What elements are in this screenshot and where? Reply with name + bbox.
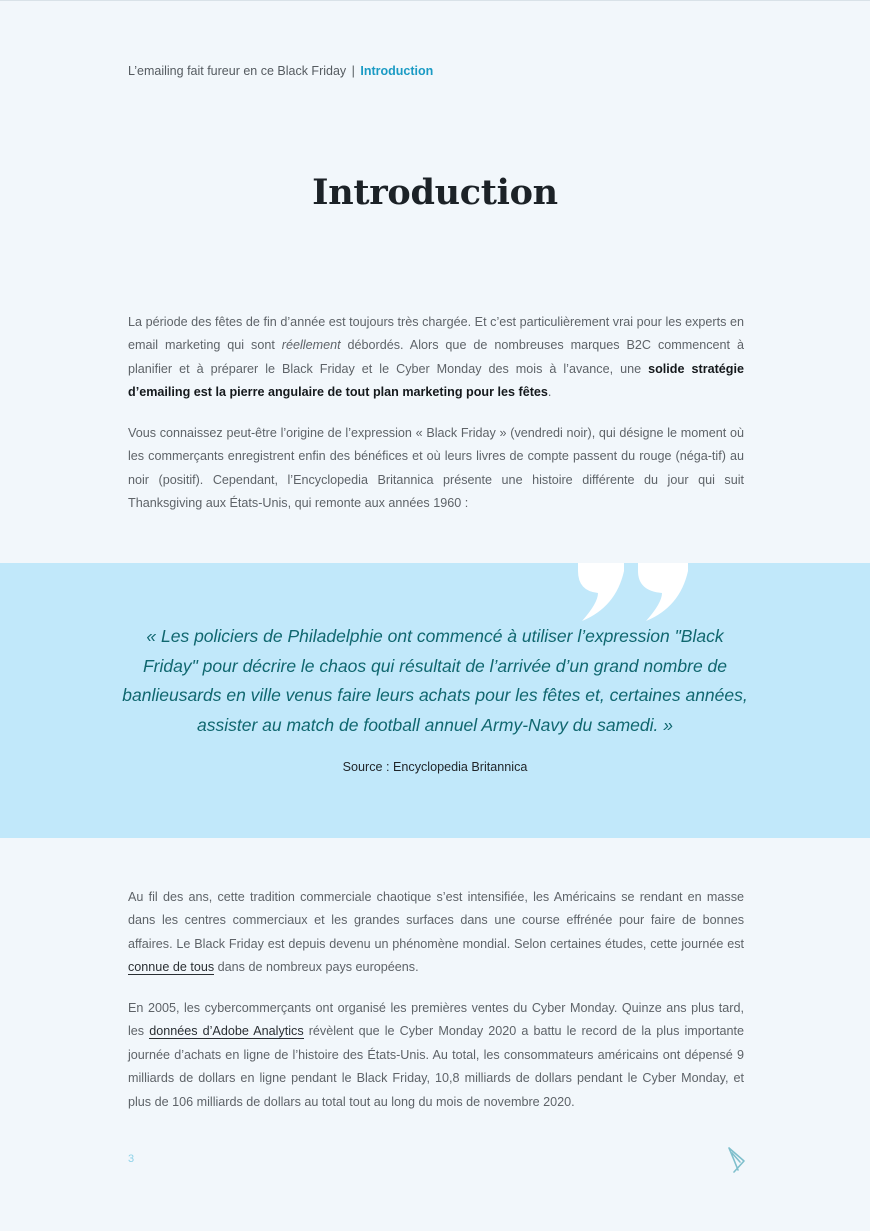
intro-paragraph-1 bbox=[128, 311, 744, 405]
body-paragraph-4 bbox=[128, 997, 744, 1114]
adobe-analytics-link[interactable]: données d’Adobe Analytics bbox=[149, 1024, 304, 1039]
intro-p1-strong: solide stratégie d’emailing est la pierre angulaire de tout plan marketing pour les fêtes bbox=[128, 361, 744, 400]
page-top-border bbox=[0, 0, 870, 1]
body-p3-text-b: dans de nombreux pays européens. bbox=[214, 960, 419, 975]
body-p4-text-b: révèlent que le Cyber Monday 2020 a battu le record de la plus importante journée d’achats en ligne de l’histoire des États-Unis. Au total, les consommateurs américains ont dépensé 9 milliards de dollars en ligne pendant le Black Friday, 10,8 milliards de dollars pendant le Cyber Monday, et plus de 106 milliards de dollars au total tout au long du mois de novembre 2020. bbox=[128, 1024, 744, 1109]
brand-logo-icon bbox=[726, 1146, 748, 1174]
intro-paragraph-2: Vous connaissez peut-être l’origine de l’expression « Black Friday » (vendredi noir), qui désigne le moment où les commerçants enregistrent enfin des bénéfices et où leurs livres de compte passent du rouge (néga-tif) au noir (positif). Cependant, l’Encyclopedia Britannica présente une histoire différente du jour qui suit Thanksgiving aux États-Unis, qui remonte aux années 1960 : bbox=[128, 426, 744, 511]
quote-block bbox=[0, 563, 870, 838]
breadcrumb-current-section: Introduction bbox=[360, 64, 434, 78]
page-number: 3 bbox=[128, 1153, 135, 1165]
intro-p1-text-b: débordés. Alors que de nombreuses marques B2C commencent à planifier et à préparer le Black Friday et le Cyber Monday des mois à l’avance, une bbox=[128, 338, 745, 376]
quotation-mark-icon bbox=[576, 563, 690, 621]
body-p3-text-a: Au fil des ans, cette tradition commerciale chaotique s’est intensifiée, les Américains se rendant en masse dans les centres commerciaux et les grandes surfaces dans une course effrénée pour faire de bonnes affaires. Le Black Friday est depuis devenu un phénomène mondial. Selon certaines études, cette journée est bbox=[128, 890, 744, 951]
body-paragraph-3 bbox=[128, 886, 744, 980]
breadcrumb bbox=[128, 64, 433, 78]
intro-p1-emphasis: réellement bbox=[281, 338, 341, 353]
quote-text: « Les policiers de Philadelphie ont commencé à utiliser l’expression "Black Friday" pour décrire le chaos qui résultait de l’arrivée d’un grand nombre de banlieusards en ville venus faire leurs achats pour les fêtes et, certaines années, assister au match de football annuel Army-Navy du samedi. » bbox=[122, 626, 748, 735]
connue-de-tous-link[interactable]: connue de tous bbox=[128, 960, 215, 975]
page-title: Introduction bbox=[312, 172, 558, 213]
intro-p1-text-a: La période des fêtes de fin d’année est toujours très chargée. Et c’est particulièrement vrai pour les experts en email marketing qui sont bbox=[128, 315, 744, 353]
intro-p1-text-c: . bbox=[547, 385, 552, 400]
quote-source: Source : Encyclopedia Britannica bbox=[342, 760, 528, 774]
breadcrumb-doc-title: L’emailing fait fureur en ce Black Friday bbox=[128, 64, 347, 78]
breadcrumb-separator: | bbox=[351, 64, 355, 78]
body-p4-text-a: En 2005, les cybercommerçants ont organisé les premières ventes du Cyber Monday. Quinze ans plus tard, les bbox=[128, 1001, 744, 1039]
